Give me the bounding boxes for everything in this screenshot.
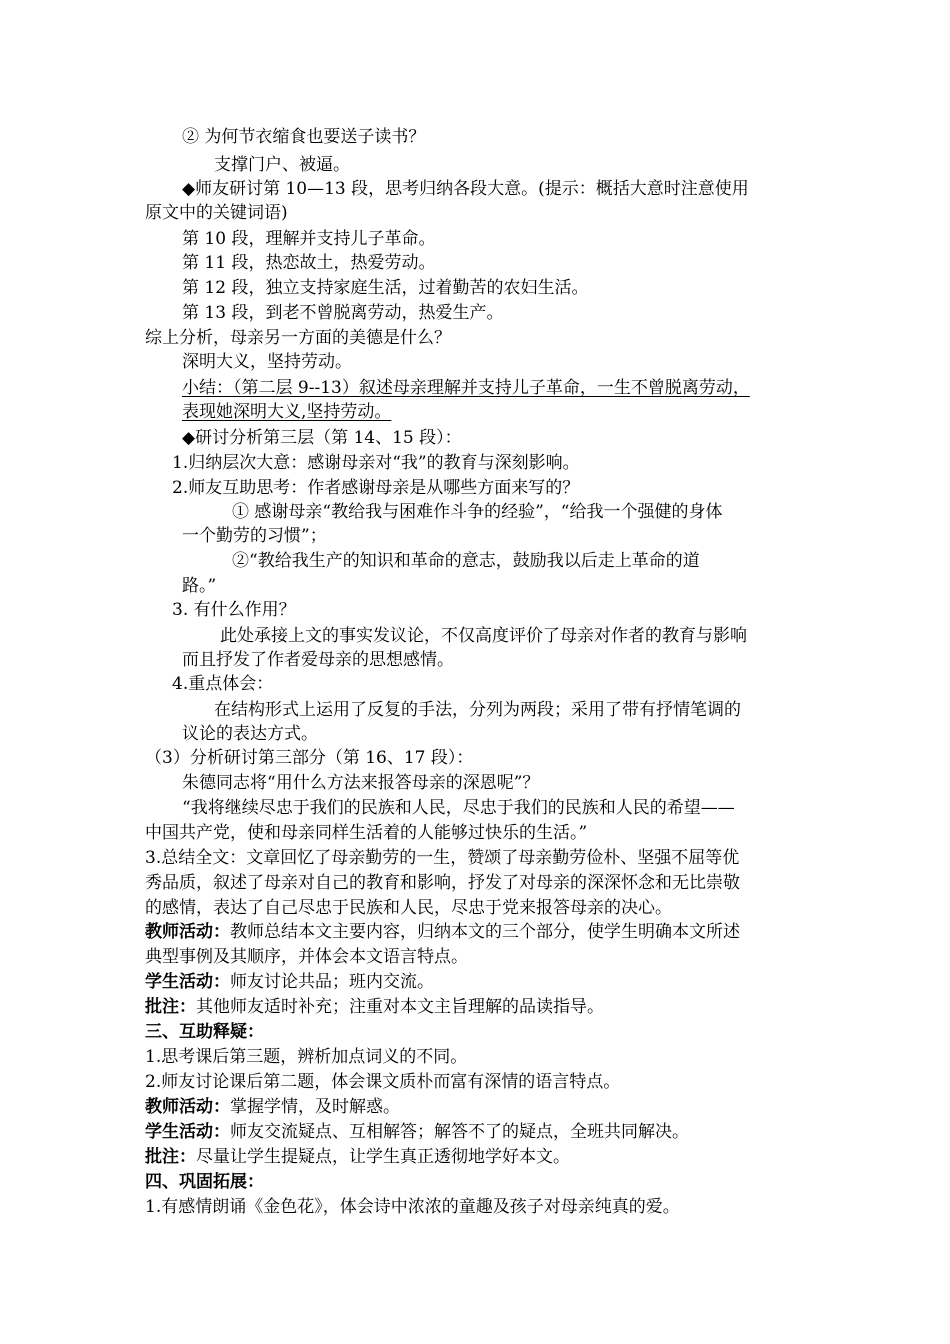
annotation-text: 其他师友适时补充；注重对本文主旨理解的品读指导。 [196, 997, 604, 1017]
annotation-2 [145, 1145, 570, 1169]
student-activity-text: 师友讨论共品；班内交流。 [230, 972, 434, 992]
annotation-label: 批注： [145, 997, 196, 1017]
student-activity-1 [145, 970, 434, 994]
annotation-label: 批注： [145, 1147, 196, 1167]
task-paragraphs-10-13: ◆师友研讨第 10—13 段，思考归纳各段大意。(提示：概括大意时注意使用 [182, 179, 749, 199]
thanks-item-1-cont: 一个勤劳的习惯”； [182, 526, 327, 546]
paragraph-10-summary: 第 10 段，理解并支持儿子革命。 [182, 229, 436, 249]
teacher-activity-label: 教师活动： [145, 922, 230, 942]
layer-3-heading: ◆研讨分析第三层（第 14、15 段）： [182, 428, 462, 448]
point-3-answer: 此处承接上文的事实发议论，不仅高度评价了母亲对作者的教育与影响 [220, 626, 747, 646]
point-3-answer-cont: 而且抒发了作者爱母亲的思想感情。 [182, 650, 454, 670]
section-4-item-1: 1.有感情朗诵《金色花》，体会诗中浓浓的童趣及孩子对母亲纯真的爱。 [145, 1197, 680, 1217]
teacher-activity-text: 掌握学情，及时解惑。 [230, 1097, 400, 1117]
summary-layer-2-cont: 表现她深明大义,坚持劳动。 [182, 402, 392, 422]
point-4-answer: 在结构形式上运用了反复的手法，分列为两段；采用了带有抒情笔调的 [214, 700, 741, 720]
annotation-1 [145, 995, 604, 1019]
conclusion-line-1: 3.总结全文：文章回忆了母亲勤劳的一生，赞颂了母亲勤劳俭朴、坚强不屈等优 [145, 848, 740, 868]
student-activity-label: 学生活动： [145, 972, 230, 992]
paragraph-11-summary: 第 11 段，热恋故土，热爱劳动。 [182, 253, 436, 273]
conclusion-line-2: 秀品质，叙述了母亲对自己的教育和影响，抒发了对母亲的深深怀念和无比崇敬 [145, 873, 740, 893]
point-4-answer-cont: 议论的表达方式。 [182, 724, 318, 744]
layer-3-point-1: 1.归纳层次大意：感谢母亲对“我”的教育与深刻影响。 [172, 453, 580, 473]
analysis-question: 综上分析，母亲另一方面的美德是什么？ [145, 328, 451, 348]
part-3-quote: “我将继续尽忠于我们的民族和人民，尽忠于我们的民族和人民的希望—— [182, 798, 735, 818]
answer-2: 支撑门户、被逼。 [214, 155, 350, 175]
conclusion-line-3: 的感情，表达了自己尽忠于民族和人民，尽忠于党来报答母亲的决心。 [145, 898, 672, 918]
task-paragraphs-10-13-cont: 原文中的关键词语) [145, 203, 288, 223]
thanks-item-2: ②“教给我生产的知识和革命的意志，鼓励我以后走上革命的道 [232, 551, 700, 571]
layer-3-point-2: 2.师友互助思考：作者感谢母亲是从哪些方面来写的？ [172, 478, 580, 498]
part-3-quote-cont: 中国共产党，使和母亲同样生活着的人能够过快乐的生活。” [145, 823, 588, 843]
teacher-activity-text: 教师总结本文主要内容，归纳本文的三个部分，使学生明确本文所述 [230, 922, 740, 942]
thanks-item-1: ① 感谢母亲“教给我与困难作斗争的经验”，“给我一个强健的身体 [232, 502, 723, 522]
student-activity-text: 师友交流疑点、互相解答；解答不了的疑点，全班共同解决。 [230, 1122, 689, 1142]
part-3-heading: （3）分析研讨第三部分（第 16、17 段）： [145, 748, 474, 768]
paragraph-12-summary: 第 12 段，独立支持家庭生活，过着勤苦的农妇生活。 [182, 278, 589, 298]
section-3-item-2: 2.师友讨论课后第二题，体会课文质朴而富有深情的语言特点。 [145, 1072, 621, 1092]
section-3-item-1: 1.思考课后第三题，辨析加点词义的不同。 [145, 1047, 468, 1067]
annotation-text: 尽量让学生提疑点，让学生真正透彻地学好本文。 [196, 1147, 570, 1167]
teacher-activity-1 [145, 920, 740, 944]
thanks-item-2-cont: 路。” [182, 576, 217, 596]
student-activity-2 [145, 1120, 689, 1144]
layer-3-point-4: 4.重点体会： [172, 674, 274, 694]
student-activity-label: 学生活动： [145, 1122, 230, 1142]
section-3-heading: 三、互助释疑： [145, 1022, 264, 1042]
question-2: ② 为何节衣缩食也要送子读书？ [182, 127, 426, 147]
teacher-activity-label: 教师活动： [145, 1097, 230, 1117]
paragraph-13-summary: 第 13 段，到老不曾脱离劳动，热爱生产。 [182, 303, 504, 323]
teacher-activity-2 [145, 1095, 400, 1119]
layer-3-point-3: 3. 有什么作用？ [172, 600, 296, 620]
section-4-heading: 四、巩固拓展： [145, 1172, 264, 1192]
analysis-answer: 深明大义，坚持劳动。 [182, 352, 352, 372]
part-3-question: 朱德同志将“用什么方法来报答母亲的深恩呢”？ [182, 773, 540, 793]
teacher-activity-1-cont: 典型事例及其顺序，并体会本文语言特点。 [145, 947, 468, 967]
summary-layer-2: 小结：（第二层 9--13）叙述母亲理解并支持儿子革命，一生不曾脱离劳动， [182, 378, 750, 398]
